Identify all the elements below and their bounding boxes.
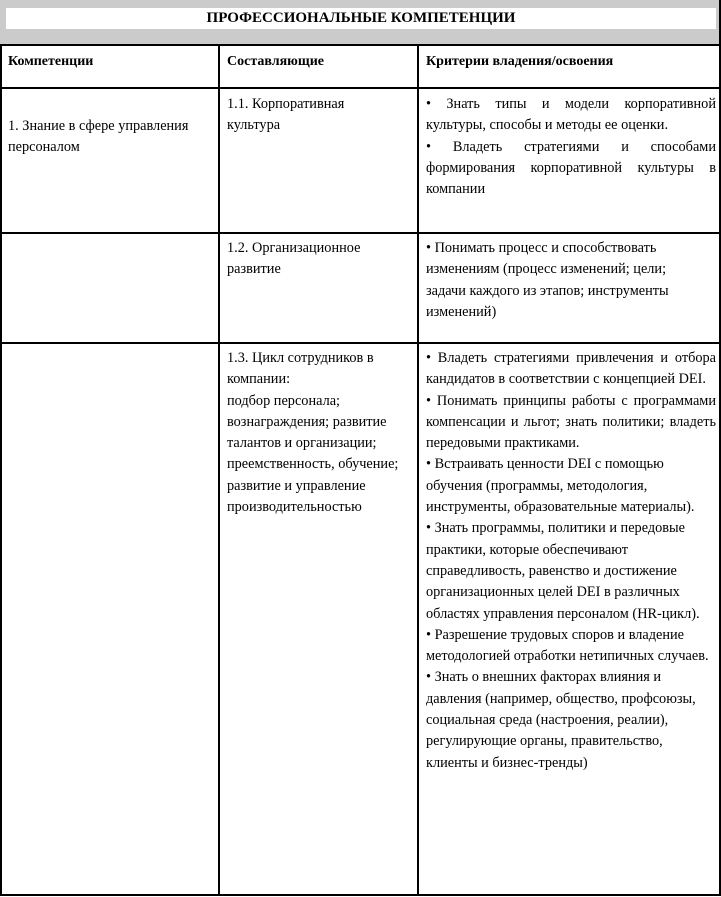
- header-components: Составляющие: [227, 54, 324, 69]
- component-title: 1.3. Цикл сотрудников в компании:: [227, 350, 374, 388]
- competencies-table: [0, 45, 721, 897]
- title-band: [0, 0, 721, 45]
- component-cell: 1.1. Корпоративная культура: [227, 96, 345, 134]
- competence-cell: 1. Знание в сфере управления персоналом: [8, 118, 189, 156]
- criteria-item: • Знать о внешних факторах влияния и давления (например, общество, профсоюзы, социальная среда (настроения, реалии), регулирующие органы, правительство, клиенты и бизнес-тренды): [426, 669, 696, 771]
- criteria-item: • Владеть стратегиями привлечения и отбора кандидатов в соответствии с концепцией DEI.: [426, 350, 716, 388]
- criteria-item: • Знать типы и модели корпоративной культуры, способы и методы ее оценки.: [426, 96, 716, 134]
- row-divider: [0, 87, 721, 89]
- table-border-bottom: [0, 894, 721, 896]
- header-criteria: Критерии владения/освоения: [426, 54, 614, 69]
- criteria-cell: [426, 348, 716, 774]
- criteria-item: • Понимать принципы работы с программами компенсации и льгот; знать политики; владеть передовыми практиками.: [426, 392, 716, 452]
- component-cell: 1.2. Организационное развитие: [227, 240, 361, 278]
- row-divider: [0, 342, 721, 344]
- criteria-item: • Владеть стратегиями и способами формирования корпоративной культуры в компании: [426, 138, 716, 198]
- criteria-item: • Разрешение трудовых споров и владение методологией отработки нетипичных случаев.: [426, 626, 709, 665]
- criteria-item: • Понимать процесс и способствовать изменениям (процесс изменений; цели; задачи каждого из этапов; инструменты изменений): [426, 240, 669, 320]
- table-title: ПРОФЕССИОНАЛЬНЫЕ КОМПЕТЕНЦИИ: [6, 8, 716, 29]
- component-body: подбор персонала; вознаграждения; развитие талантов и организации; преемственность, обучение; развитие и управление производительностью: [227, 392, 399, 516]
- header-competencies: Компетенции: [8, 54, 94, 69]
- component-cell: [227, 348, 407, 518]
- column-divider: [218, 44, 220, 896]
- criteria-item: • Знать программы, политики и передовые практики, которые обеспечивают справедливость, равенство и достижение организационных целей DEI в различных областях управления персоналом (HR-цикл).: [426, 520, 700, 622]
- table-border-top: [0, 44, 721, 46]
- criteria-cell: [426, 238, 706, 323]
- criteria-item: • Встраивать ценности DEI с помощью обучения (программы, методология, инструменты, образовательные материалы).: [426, 456, 695, 516]
- row-divider: [0, 232, 721, 234]
- criteria-cell: [426, 94, 716, 200]
- column-divider: [417, 44, 419, 896]
- column-divider: [0, 44, 2, 896]
